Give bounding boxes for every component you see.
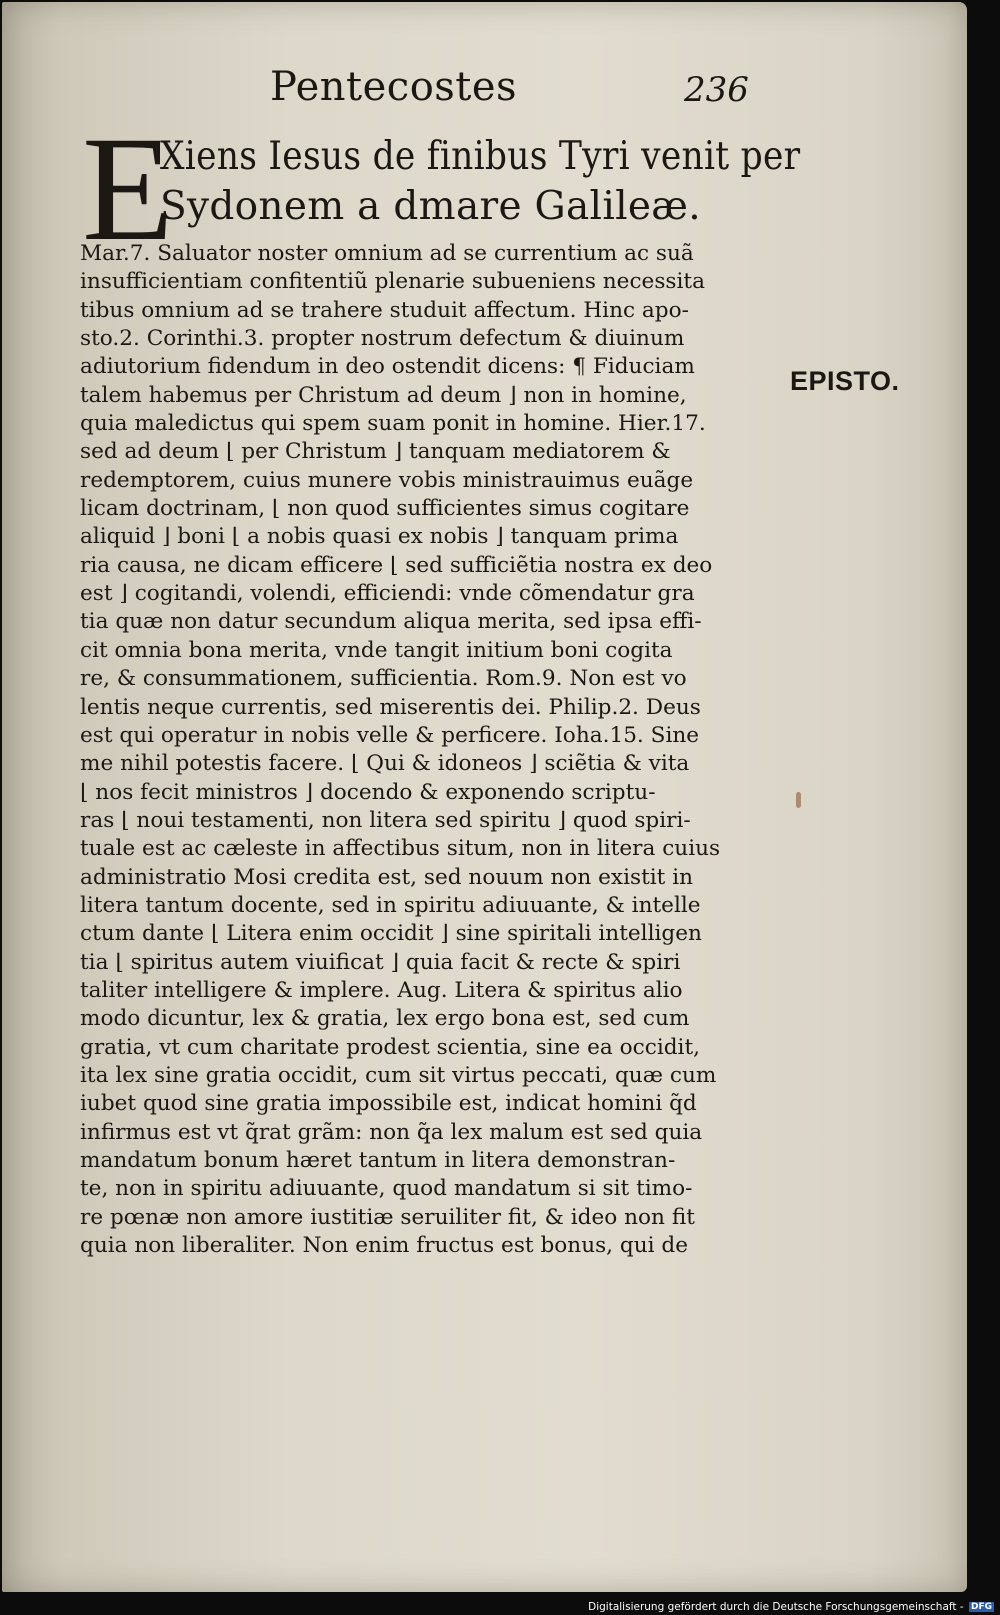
ink-stain [796,792,801,808]
decorated-initial: E [82,106,174,272]
gospel-title-line-1: Xiens Iesus de finibus Tyri venit per [160,134,801,179]
text-line: taliter intelligere & implere. Aug. Litera & spiritus alio [80,977,683,1003]
folio-number: 236 [684,70,749,110]
text-line: redemptorem, cuius munere vobis ministrauimus euãge [80,467,694,493]
text-line: ita lex sine gratia occidit, cum sit virtus peccati, quæ cum [80,1062,717,1088]
text-line: litera tantum docente, sed in spiritu adiuuante, & intelle [80,892,701,918]
text-line: me nihil potestis facere. ⌊ Qui & idoneos ⌋ sciẽtia & vita [80,751,690,777]
commentary-text [80,240,770,1260]
text-line: tuale est ac cæleste in affectibus situm, non in litera cuius [80,836,721,862]
gospel-title-line-2: Sydonem a dmare Galileæ. [160,184,701,229]
dfg-logo: DFG [970,1602,992,1612]
running-head: Pentecostes [270,64,518,110]
text-line: tia quæ non datur secundum aliqua merita, sed ipsa effi- [80,609,702,635]
text-line: est ⌋ cogitandi, volendi, efficiendi: vnde cõmendatur gra [80,581,695,607]
credit-text: Digitalisierung gefördert durch die Deutsche Forschungsgemeinschaft - [588,1601,964,1613]
text-line: quia non liberaliter. Non enim fructus est bonus, qui de [80,1233,689,1259]
text-line: licam doctrinam, ⌊ non quod sufficientes simus cogitare [80,496,690,522]
text-line: iubet quod sine gratia impossibile est, indicat homini q̃d [80,1091,697,1117]
text-line: ria causa, ne dicam efficere ⌊ sed sufficiẽtia nostra ex deo [80,552,713,578]
text-line: lentis neque currentis, sed miserentis dei. Philip.2. Deus [80,694,701,720]
text-line: est qui operatur in nobis velle & perficere. Ioha.15. Sine [80,722,700,748]
digitization-credit [588,1601,994,1613]
marginal-note: EPISTO. [790,366,900,396]
text-line: modo dicuntur, lex & gratia, lex ergo bona est, sed cum [80,1006,690,1032]
paper-page [2,2,967,1592]
text-line: te, non in spiritu adiuuante, quod mandatum si sit timo- [80,1176,693,1202]
text-line: ras ⌊ noui testamenti, non litera sed spiritu ⌋ quod spiri- [80,807,691,833]
text-line: administratio Mosi credita est, sed nouum non existit in [80,864,694,890]
text-line: ⌊ nos fecit ministros ⌋ docendo & exponendo scriptu- [80,779,656,805]
text-line: insufficientiam confitentiũ plenarie subueniens necessita [80,269,705,295]
text-line: tibus omnium ad se trahere studuit affectum. Hinc apo- [80,297,689,323]
text-line: aliquid ⌋ boni ⌊ a nobis quasi ex nobis ⌋ tanquam prima [80,524,679,550]
text-line: adiutorium fidendum in deo ostendit dicens: ¶ Fiduciam [80,354,695,380]
text-line: ctum dante ⌊ Litera enim occidit ⌋ sine spiritali intelligen [80,921,702,947]
text-line: infirmus est vt q̃rat grãm: non q̃a lex malum est sed quia [80,1119,703,1145]
text-line: re pœnæ non amore iustitiæ seruiliter fit, & ideo non fit [80,1204,695,1230]
text-line: Mar.7. Saluator noster omnium ad se currentium ac suã [80,241,694,266]
text-line: tia ⌊ spiritus autem viuificat ⌋ quia facit & recte & spiri [80,949,681,975]
text-line: talem habemus per Christum ad deum ⌋ non in homine, [80,382,687,408]
text-line: sed ad deum ⌊ per Christum ⌋ tanquam mediatorem & [80,439,671,465]
text-line: sto.2. Corinthi.3. propter nostrum defectum & diuinum [80,326,685,352]
text-line: re, & consummationem, sufficientia. Rom.9. Non est vo [80,666,687,692]
text-line: cit omnia bona merita, vnde tangit initium boni cogita [80,637,673,663]
text-line: quia maledictus qui spem suam ponit in homine. Hier.17. [80,411,706,437]
text-line: gratia, vt cum charitate prodest scientia, sine ea occidit, [80,1034,701,1060]
text-line: mandatum bonum hæret tantum in litera demonstran- [80,1148,676,1173]
